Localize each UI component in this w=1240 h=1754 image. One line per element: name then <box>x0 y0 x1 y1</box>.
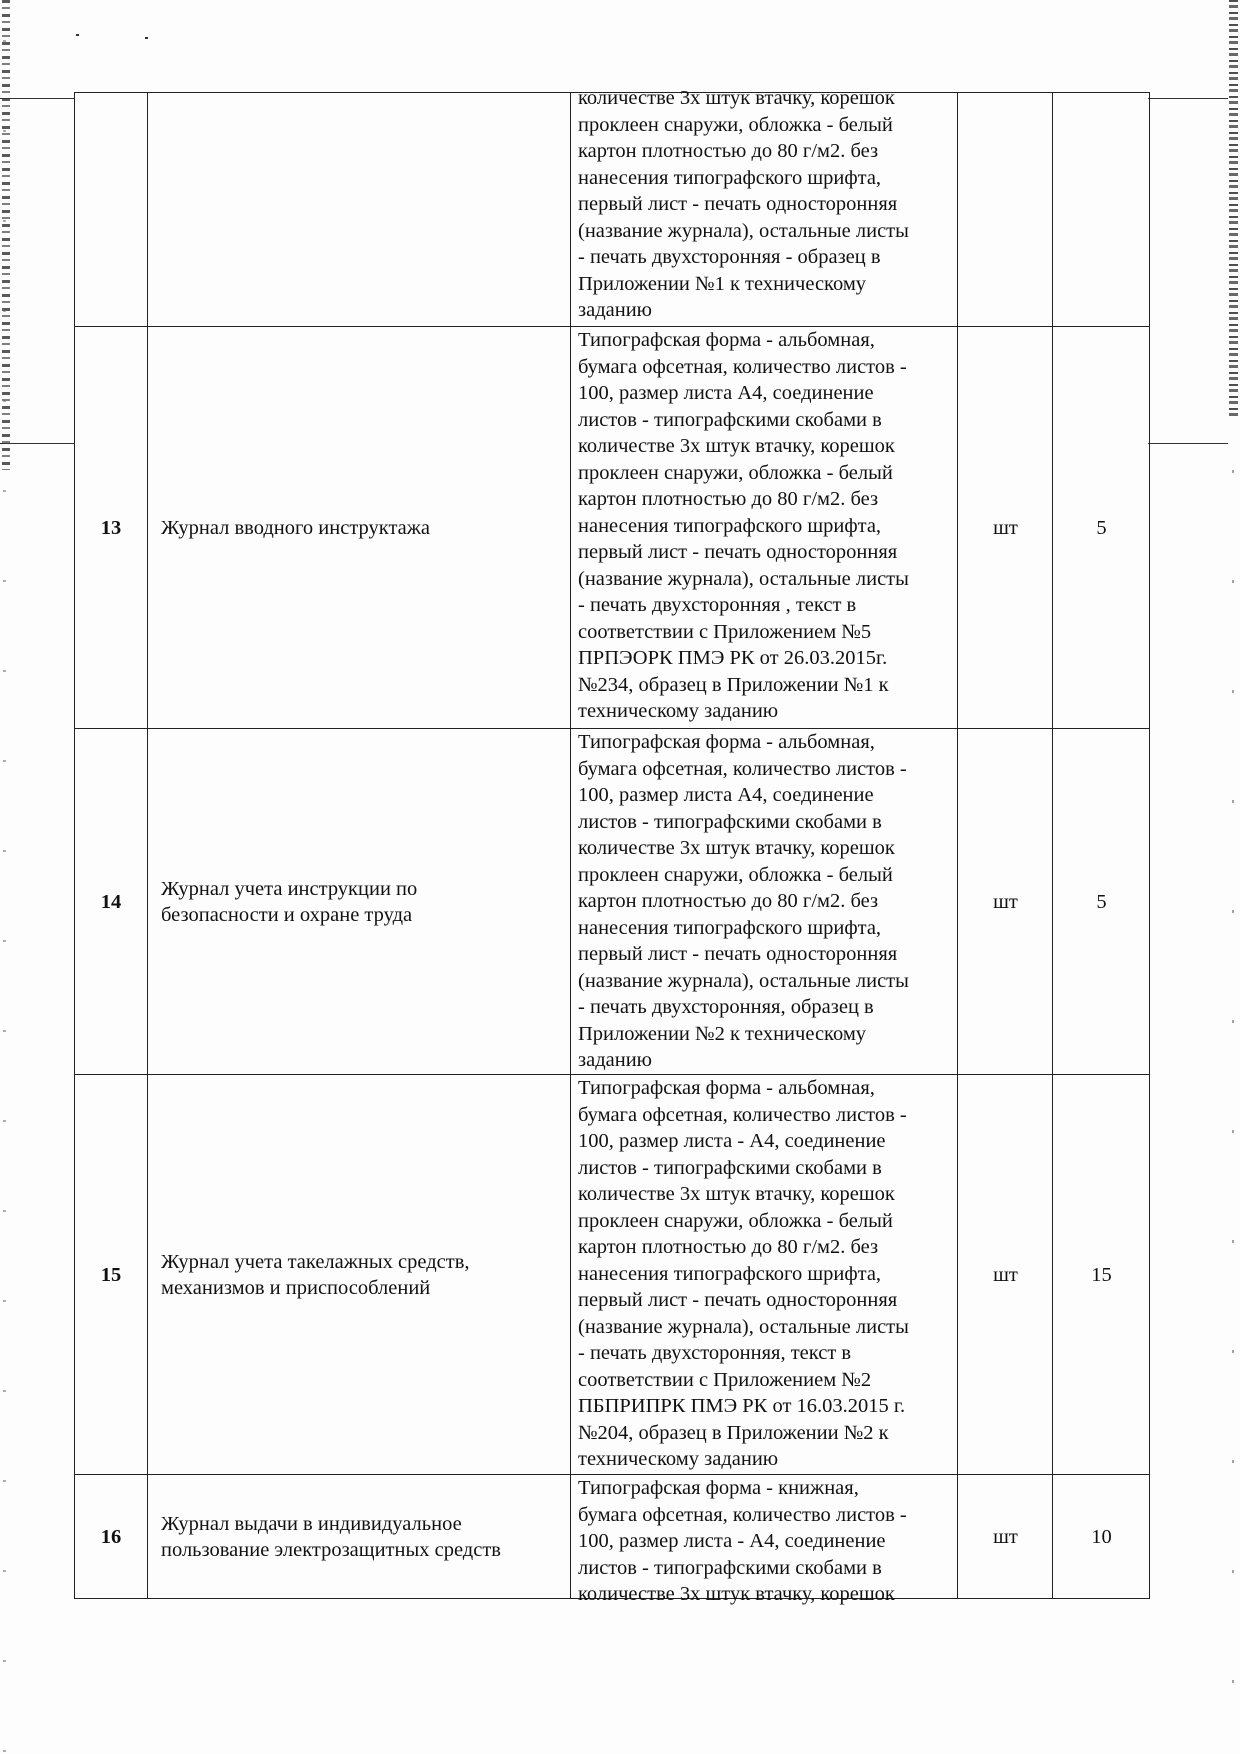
item-description: Типографская форма - книжная, бумага офсетная, количество листов - 100, размер листа - А4, соединение листов - типографскими скобами в количестве 3х штук втачку, корешок <box>578 1477 907 1605</box>
item-unit: шт <box>993 1263 1018 1286</box>
item-quantity: 5 <box>1096 516 1107 539</box>
item-name: Журнал учета такелажных средств, механизмов и приспособлений <box>161 1250 470 1299</box>
row-number: 13 <box>100 516 122 539</box>
item-unit: шт <box>993 516 1018 539</box>
item-name: Журнал учета инструкции по безопасности и охране труда <box>161 877 418 926</box>
item-name <box>149 93 570 327</box>
item-quantity <box>1054 93 1149 327</box>
scan-speck <box>76 34 79 36</box>
item-name: Журнал вводного инструктажа <box>161 516 431 539</box>
table-row <box>75 1074 1149 1475</box>
table-row <box>75 326 1149 729</box>
table-row <box>75 87 1149 327</box>
item-unit: шт <box>993 890 1018 913</box>
row-number: 16 <box>100 1525 122 1548</box>
row-number <box>75 93 147 327</box>
item-quantity: 15 <box>1091 1263 1112 1286</box>
item-description: Типографская форма - альбомная, бумага офсетная, количество листов - 100, размер листа - А4, соединение листов - типографскими скобами в количестве 3х штук втачку, корешок проклеен снаружи, обложка - белый картон плотностью до 80 г/м2. без нанесения типографского шрифта, первый лист - печать односторонняя (название журнала), остальные листы - печать двухсторонняя, текст в соответствии с Приложением №2 ПБПРИПРК ПМЭ РК от 16.03.2015 г. №204, образец в Приложении №2 к техническому заданию <box>578 1077 909 1470</box>
item-name: Журнал выдачи в индивидуальное пользование электрозащитных средств <box>161 1512 501 1561</box>
scan-line-artifact <box>0 98 74 99</box>
scan-edge-artifact-left-lower <box>3 0 6 1754</box>
scan-line-artifact <box>0 443 74 444</box>
item-description: количестве 3х штук втачку, корешок проклеен снаружи, обложка - белый картон плотностью до 80 г/м2. без нанесения типографского шрифта, первый лист - печать односторонняя (название журнала), остальные листы - печать двухсторонняя - образец в Приложении №1 к техническому заданию <box>578 87 909 321</box>
table-row <box>75 1474 1149 1605</box>
items-table <box>74 87 1150 1605</box>
scan-edge-artifact-right <box>1229 0 1238 420</box>
item-description: Типографская форма - альбомная, бумага офсетная, количество листов - 100, размер листа А4, соединение листов - типографскими скобами в количестве 3х штук втачку, корешок проклеен снаружи, обложка - белый картон плотностью до 80 г/м2. без нанесения типографского шрифта, первый лист - печать односторонняя (название журнала), остальные листы - печать двухсторонняя, образец в Приложении №2 к техническому заданию <box>578 731 909 1071</box>
item-unit: шт <box>993 1525 1018 1548</box>
item-description: Типографская форма - альбомная, бумага офсетная, количество листов - 100, размер листа А4, соединение листов - типографскими скобами в количестве 3х штук втачку, корешок проклеен снаружи, обложка - белый картон плотностью до 80 г/м2. без нанесения типографского шрифта, первый лист - печать односторонняя (название журнала), остальные листы - печать двухсторонняя , текст в соответствии с Приложением №5 ПРПЭОРК ПМЭ РК от 26.03.2015г. №234, образец в Приложении №1 к техническому заданию <box>578 329 909 722</box>
scan-line-artifact <box>1148 98 1228 99</box>
item-unit <box>959 93 1052 327</box>
scan-edge-artifact-right-lower <box>1232 420 1234 1754</box>
item-quantity: 5 <box>1096 890 1107 913</box>
table-row <box>75 728 1149 1075</box>
item-quantity: 10 <box>1091 1525 1112 1548</box>
row-number: 15 <box>100 1263 122 1286</box>
scan-line-artifact <box>1148 443 1228 444</box>
row-number: 14 <box>100 890 122 913</box>
scan-speck <box>145 37 148 39</box>
